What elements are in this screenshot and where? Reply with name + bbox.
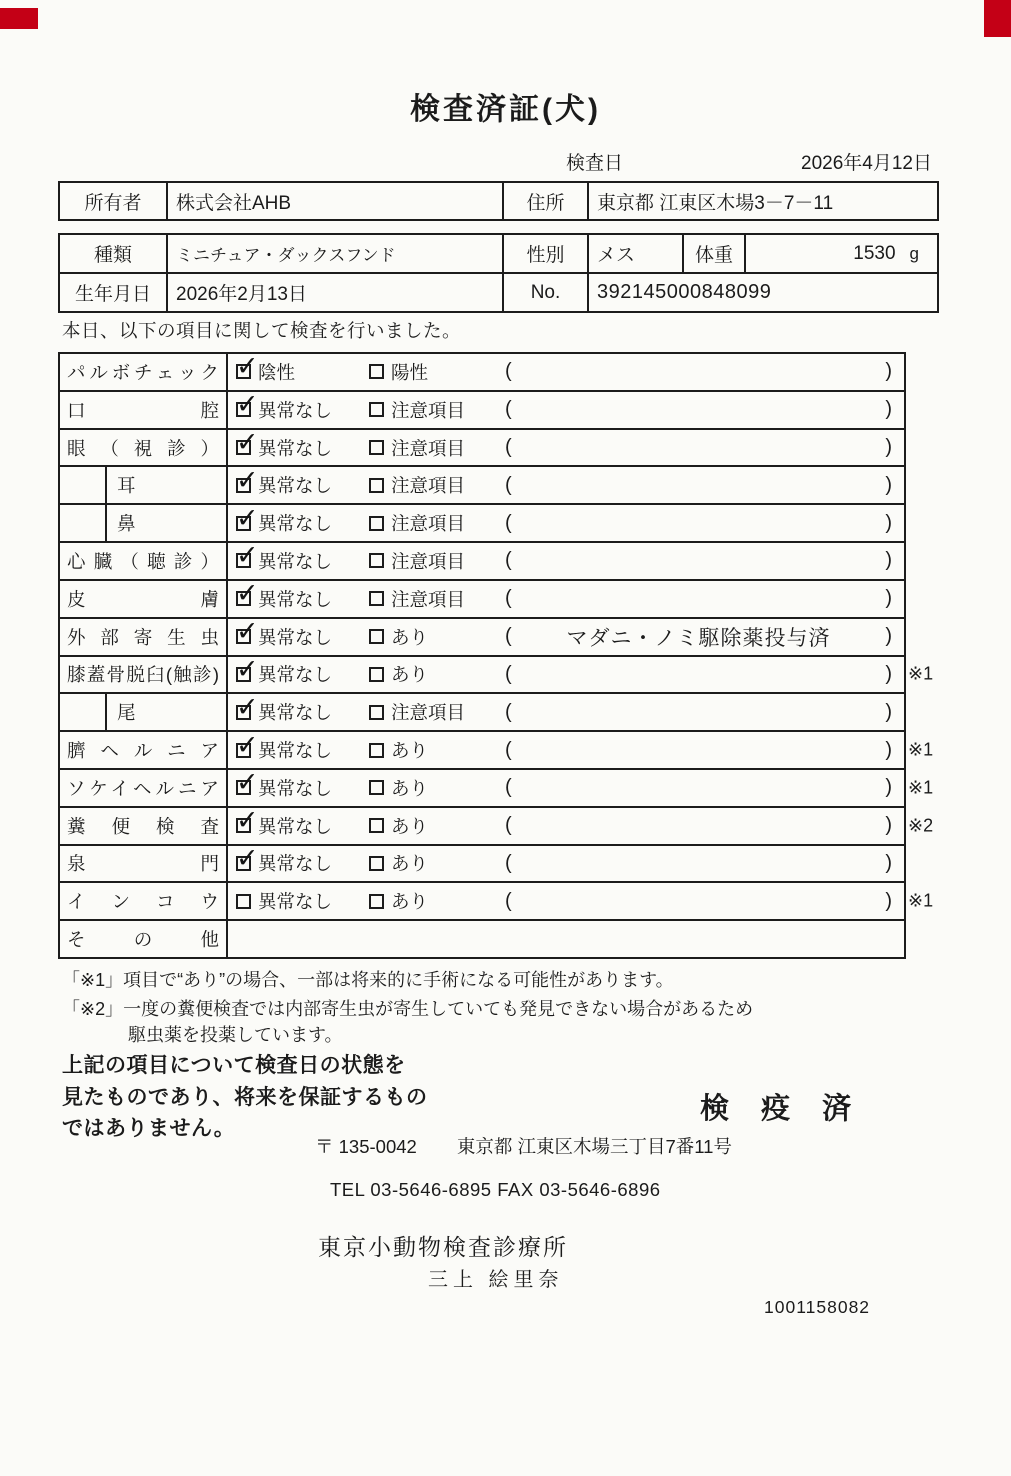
option-negative: ✓ 陰性: [236, 359, 369, 385]
pet-info-table: [58, 233, 939, 313]
option-normal: ✓ 異常なし: [236, 510, 369, 536]
option-normal: ✓ 異常なし: [236, 435, 369, 461]
item-label-cell: その他: [60, 921, 228, 957]
checkbox-opt1: [236, 667, 251, 682]
checkbox-opt2: [369, 591, 384, 606]
paren-open: (: [505, 776, 512, 799]
paren-open: (: [505, 662, 512, 685]
red-scan-mark-top-right: [984, 0, 1011, 37]
item-label-cell: ソケイヘルニア: [60, 770, 228, 806]
checkbox-opt1: [236, 364, 251, 379]
clinic-address-line: [315, 1133, 732, 1159]
checkbox-opt1: [236, 440, 251, 455]
id-number-value: 392145000848099: [587, 274, 937, 311]
row-tail: [60, 694, 904, 732]
option-normal: ✓ 異常なし: [236, 661, 369, 687]
paren-close: ): [885, 851, 892, 874]
checkbox-opt1: [236, 478, 251, 493]
option-normal: ✓ 異常なし: [236, 586, 369, 612]
option-normal: 異常なし: [236, 888, 369, 914]
inspection-items-table: [58, 352, 934, 959]
checkbox-opt2: [369, 667, 384, 682]
checkbox-opt1: [236, 553, 251, 568]
clinic-name: 東京小動物検査診療所: [318, 1234, 568, 1260]
item-label-cell: 心臓（聴診）: [60, 543, 228, 579]
id-number-label: No.: [502, 274, 587, 311]
row-nose: [60, 505, 904, 543]
footnote-ref: ※2: [908, 815, 934, 836]
disclaimer-line-3: ではありません。: [62, 1117, 236, 1140]
option-present: あり: [369, 850, 505, 876]
paren-open: (: [505, 738, 512, 761]
footnote-ref: ※1: [908, 739, 934, 760]
paren-open: (: [505, 625, 512, 648]
row-heart: [60, 543, 904, 581]
paren-close: ): [885, 360, 892, 383]
checkbox-opt1: [236, 402, 251, 417]
row-skin: [60, 581, 904, 619]
owner-value: 株式会社AHB: [166, 183, 502, 219]
disclaimer-line-1: 上記の項目について検査日の状態を: [62, 1054, 406, 1077]
row-patella: [60, 657, 934, 695]
paren-open: (: [505, 360, 512, 383]
paren-open: (: [505, 398, 512, 421]
option-present: あり: [369, 737, 505, 763]
clinic-street-address: 東京都 江東区木場三丁目7番11号: [456, 1136, 732, 1157]
item-label-cell: 外部寄生虫: [60, 619, 228, 655]
row-inguinal-hernia: [60, 770, 934, 808]
option-present: あり: [369, 661, 505, 687]
red-scan-mark-top-left: [0, 8, 38, 29]
row-oral: [60, 392, 904, 430]
weight-unit: g: [909, 243, 919, 263]
item-label-cell: インコウ: [60, 883, 228, 919]
row-external-parasites: [60, 619, 904, 657]
checkbox-opt1: [236, 629, 251, 644]
veterinarian-name: 三上 絵里奈: [428, 1269, 564, 1291]
option-caution: 注意項目: [369, 510, 505, 536]
paren-close: ): [885, 625, 892, 648]
row-fecal-exam: [60, 808, 934, 846]
option-present: あり: [369, 813, 505, 839]
footnote-ref: ※1: [908, 663, 934, 684]
paren-close: ): [885, 436, 892, 459]
item-label-cell: 糞便検査: [60, 808, 228, 844]
item-label-cell: 膝蓋骨脱臼(触診): [60, 657, 228, 693]
owner-label: 所有者: [84, 192, 142, 214]
checkbox-opt2: [369, 743, 384, 758]
paren-open: (: [505, 473, 512, 496]
item-label-cell: 鼻: [60, 505, 228, 541]
row-other: [60, 921, 904, 957]
row-ears: [60, 467, 904, 505]
footnote-2: 「※2」一度の糞便検査では内部寄生虫が寄生していても発見できない場合があるため: [62, 999, 754, 1019]
paren-close: ): [885, 700, 892, 723]
option-normal: ✓ 異常なし: [236, 624, 369, 650]
option-normal: ✓ 異常なし: [236, 397, 369, 423]
checkbox-opt2: [369, 553, 384, 568]
item-label-cell: 口腔: [60, 392, 228, 428]
paren-close: ): [885, 511, 892, 534]
checkbox-opt1: [236, 705, 251, 720]
checkbox-opt2: [369, 516, 384, 531]
row-inkou: [60, 883, 934, 921]
checkbox-opt2: [369, 894, 384, 909]
checkbox-opt2: [369, 440, 384, 455]
inspection-date-row: [566, 148, 932, 175]
checkbox-opt1: [236, 743, 251, 758]
row-umbilical-hernia: [60, 732, 934, 770]
paren-close: ): [885, 776, 892, 799]
weight-value: 1530: [853, 242, 896, 264]
quarantine-passed-stamp: 検 疫 済: [700, 1093, 864, 1125]
option-caution: 注意項目: [369, 699, 505, 725]
page-title: 検査済証(犬): [410, 93, 601, 126]
checkbox-opt1: [236, 591, 251, 606]
paren-close: ): [885, 398, 892, 421]
checkbox-opt2: [369, 629, 384, 644]
option-normal: ✓ 異常なし: [236, 699, 369, 725]
option-normal: ✓ 異常なし: [236, 472, 369, 498]
postal-code: 〒 135-0042: [315, 1136, 417, 1157]
checkbox-opt2: [369, 705, 384, 720]
option-normal: ✓ 異常なし: [236, 850, 369, 876]
item-label-cell: パルボチェック: [60, 354, 228, 390]
paren-open: (: [505, 587, 512, 610]
option-positive: 陽性: [369, 359, 505, 385]
owner-table: [58, 181, 939, 221]
paren-open: (: [505, 436, 512, 459]
checkbox-opt1: [236, 516, 251, 531]
item-label-cell: 耳: [60, 467, 228, 503]
item-label-cell: 皮膚: [60, 581, 228, 617]
checkbox-opt2: [369, 478, 384, 493]
option-normal: ✓ 異常なし: [236, 737, 369, 763]
sex-label: 性別: [502, 235, 587, 272]
item-label-cell: 尾: [60, 694, 228, 730]
breed-label: 種類: [93, 245, 132, 266]
paren-open: (: [505, 889, 512, 912]
tel-fax-line: TEL 03-5646-6895 FAX 03-5646-6896: [330, 1179, 661, 1200]
option-present: あり: [369, 624, 505, 650]
footnote-ref: ※1: [908, 777, 934, 798]
paren-close: ): [885, 549, 892, 572]
option-caution: 注意項目: [369, 472, 505, 498]
paren-open: (: [505, 549, 512, 572]
option-caution: 注意項目: [369, 586, 505, 612]
inspection-date-label: 検査日: [566, 153, 624, 174]
weight-label: 体重: [682, 235, 744, 272]
footnote-ref: ※1: [908, 890, 934, 911]
item-label-cell: 臍ヘルニア: [60, 732, 228, 768]
paren-close: ): [885, 738, 892, 761]
paren-open: (: [505, 511, 512, 534]
weight-value-cell: [744, 235, 937, 272]
checkbox-opt2: [369, 856, 384, 871]
disclaimer-block: [62, 1050, 428, 1145]
checkbox-opt1: [236, 894, 251, 909]
footnote-2-continued: 駆虫薬を投薬しています。: [128, 1025, 343, 1045]
option-normal: ✓ 異常なし: [236, 548, 369, 574]
birthdate-label: 生年月日: [74, 284, 151, 305]
checkbox-opt1: [236, 856, 251, 871]
breed-value: ミニチュア・ダックスフンド: [166, 235, 502, 272]
checkbox-opt2: [369, 818, 384, 833]
pet-info-row-1: [60, 235, 937, 274]
item-label-cell: 泉門: [60, 846, 228, 882]
checkbox-opt2: [369, 402, 384, 417]
birthdate-value: 2026年2月13日: [166, 274, 502, 311]
paren-close: ): [885, 814, 892, 837]
option-caution: 注意項目: [369, 548, 505, 574]
paren-close: ): [885, 889, 892, 912]
row-eyes: [60, 430, 904, 468]
sex-value: メス: [587, 235, 682, 272]
option-normal: ✓ 異常なし: [236, 775, 369, 801]
paren-close: ): [885, 662, 892, 685]
checkbox-opt2: [369, 780, 384, 795]
address-label: 住所: [502, 183, 587, 219]
inspection-date-value: 2026年4月12日: [801, 153, 932, 174]
document-number: 1001158082: [764, 1297, 871, 1317]
remark-value: マダニ・ノミ駆除薬投与済: [566, 626, 831, 650]
option-caution: 注意項目: [369, 435, 505, 461]
other-empty-cell: [228, 921, 904, 957]
option-present: あり: [369, 775, 505, 801]
row-parvo-check: [60, 354, 904, 392]
paren-open: (: [505, 851, 512, 874]
address-value: 東京都 江東区木場3－7－11: [587, 183, 937, 219]
checkbox-opt1: [236, 780, 251, 795]
option-normal: ✓ 異常なし: [236, 813, 369, 839]
item-label-cell: 眼（視診）: [60, 430, 228, 466]
paren-open: (: [505, 700, 512, 723]
intro-text: 本日、以下の項目に関して検査を行いました。: [62, 320, 462, 341]
disclaimer-line-2: 見たものであり、将来を保証するもの: [62, 1085, 428, 1109]
checkbox-opt2: [369, 364, 384, 379]
paren-open: (: [505, 814, 512, 837]
option-present: あり: [369, 888, 505, 914]
checkbox-opt1: [236, 818, 251, 833]
footnote-1: 「※1」項目で“あり”の場合、一部は将来的に手術になる可能性があります。: [62, 970, 674, 990]
paren-close: ): [885, 473, 892, 496]
row-fontanelle: [60, 846, 904, 884]
paren-close: ): [885, 587, 892, 610]
option-caution: 注意項目: [369, 397, 505, 423]
pet-info-row-2: [60, 274, 937, 311]
